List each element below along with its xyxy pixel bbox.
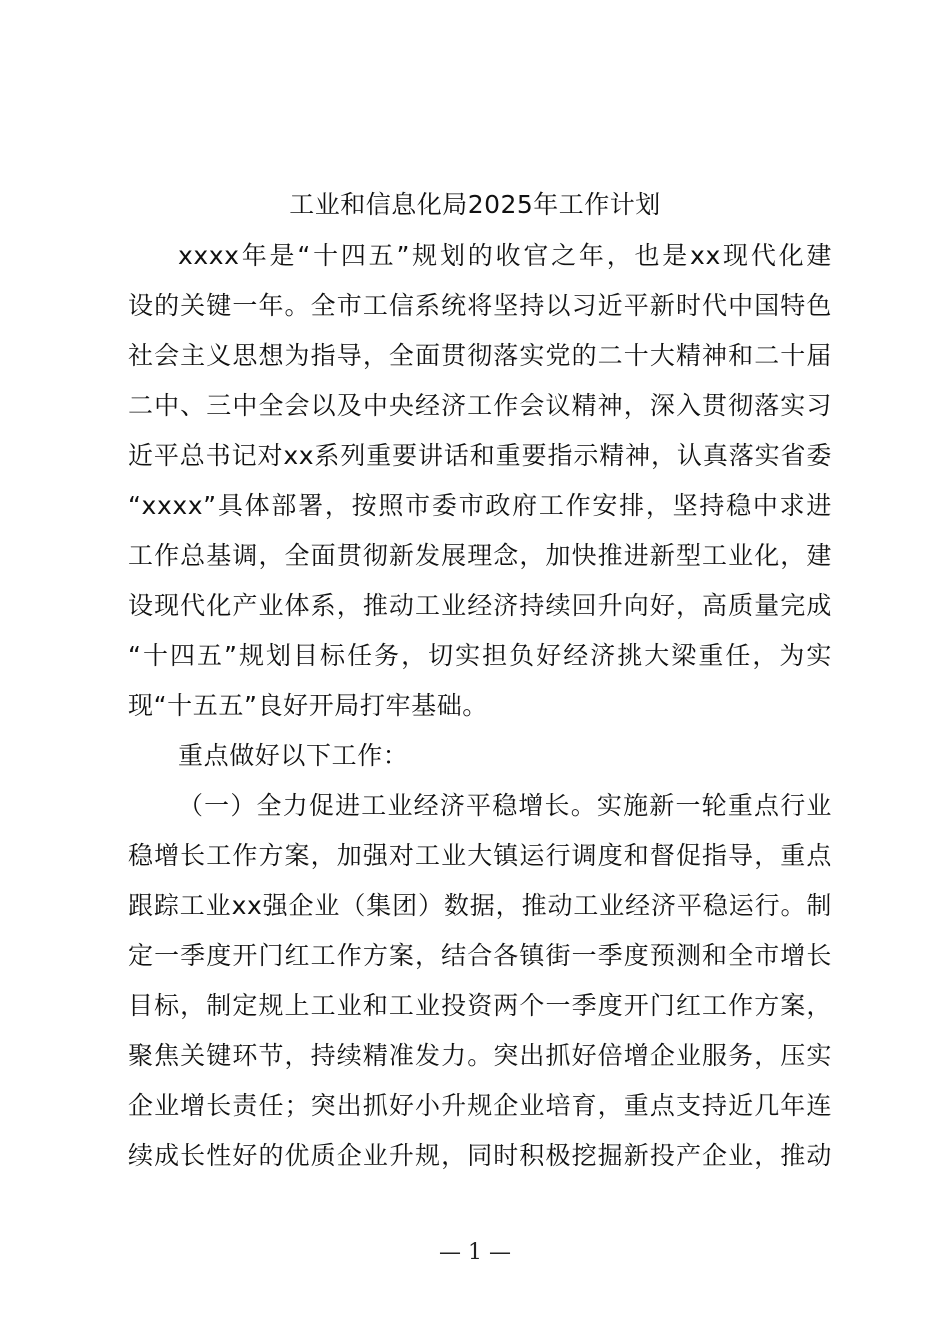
paragraph-line: 跟踪工业xx强企业（集团）数据，推动工业经济平稳运行。制: [128, 891, 832, 920]
paragraph-line: 聚焦关键环节，持续精准发力。突出抓好倍增企业服务，压实: [128, 1041, 832, 1070]
paragraph-line: 近平总书记对xx系列重要讲话和重要指示精神，认真落实省委: [128, 441, 832, 470]
paragraph-line: （一）全力促进工业经济平稳增长。实施新一轮重点行业: [178, 791, 832, 820]
paragraph-line: 稳增长工作方案，加强对工业大镇运行调度和督促指导，重点: [128, 841, 832, 870]
paragraph-line: 设的关键一年。全市工信系统将坚持以习近平新时代中国特色: [128, 291, 832, 320]
document-title: 工业和信息化局2025年工作计划: [289, 190, 661, 219]
page-number: — 1 —: [439, 1240, 511, 1265]
paragraph-line: 定一季度开门红工作方案，结合各镇街一季度预测和全市增长: [128, 941, 832, 970]
paragraph-line: 工作总基调，全面贯彻新发展理念，加快推进新型工业化，建: [128, 541, 832, 570]
paragraph-line: 现“十五五”良好开局打牢基础。: [128, 691, 488, 720]
paragraph-line: 社会主义思想为指导，全面贯彻落实党的二十大精神和二十届: [128, 341, 832, 370]
paragraph-line: “十四五”规划目标任务，切实担负好经济挑大梁重任，为实: [128, 641, 832, 670]
paragraph-line: xxxx年是“十四五”规划的收官之年，也是xx现代化建: [178, 241, 832, 270]
paragraph-line: 目标，制定规上工业和工业投资两个一季度开门红工作方案，: [128, 991, 832, 1020]
paragraph-line: 重点做好以下工作：: [178, 741, 409, 770]
paragraph-line: 设现代化产业体系，推动工业经济持续回升向好，高质量完成: [128, 591, 832, 620]
paragraph-line: 企业增长责任；突出抓好小升规企业培育，重点支持近几年连: [128, 1091, 832, 1120]
paragraph-line: “xxxx”具体部署，按照市委市政府工作安排，坚持稳中求进: [128, 491, 832, 520]
paragraph-line: 续成长性好的优质企业升规，同时积极挖掘新投产企业，推动: [128, 1141, 832, 1170]
paragraph-line: 二中、三中全会以及中央经济工作会议精神，深入贯彻落实习: [128, 391, 832, 420]
